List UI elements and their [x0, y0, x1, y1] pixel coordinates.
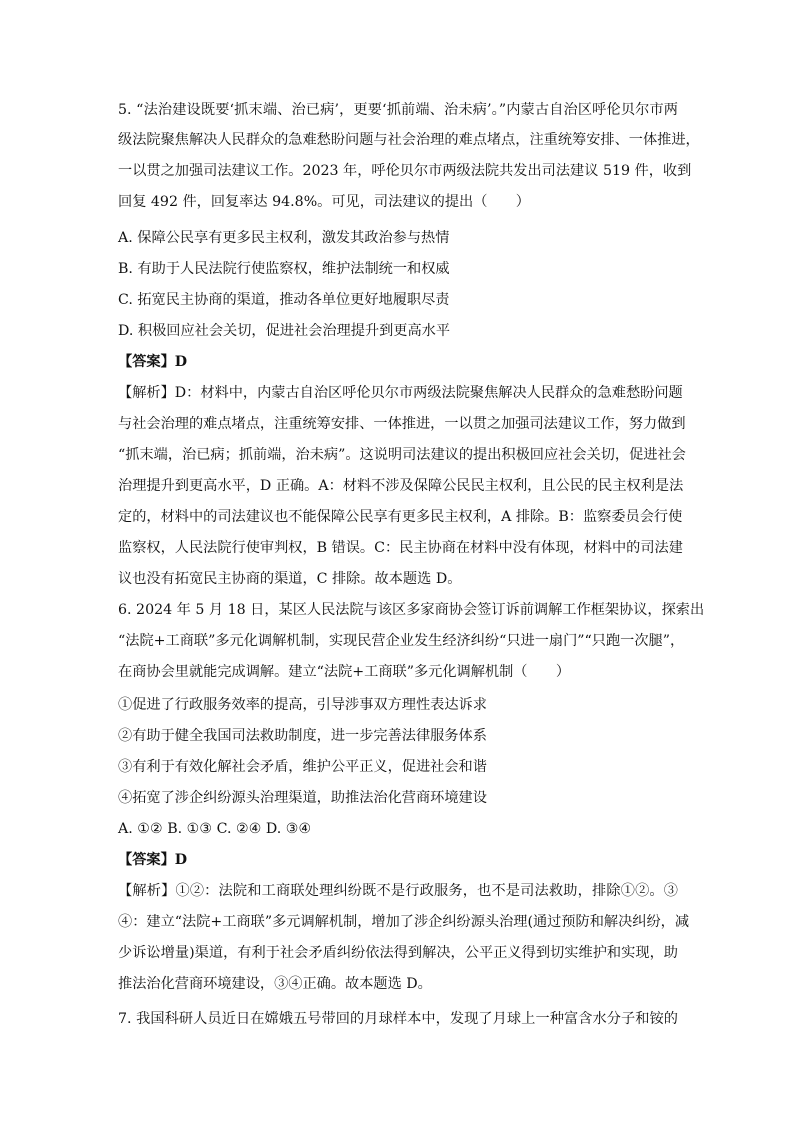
- q6-answer: 【答案】D: [118, 852, 188, 868]
- q5-option-d: D. 积极回应社会关切，促进社会治理提升到更高水平: [118, 323, 451, 339]
- q6-analysis-line: 少诉讼增量)渠道，有利于社会矛盾纠纷依法得到解决，公平正义得到切实维护和实现，助: [118, 945, 678, 961]
- q5-option-a: A. 保障公民享有更多民主权利，激发其政治参与热情: [118, 230, 450, 246]
- q6-stem-line: 在商协会里就能完成调解。建立“法院+工商联”多元化调解机制（ ）: [118, 664, 571, 680]
- q7-stem-line: 7. 我国科研人员近日在嫦娥五号带回的月球样本中，发现了月球上一种富含水分子和铵的: [118, 1011, 678, 1027]
- q6-statement-4: ④拓宽了涉企纠纷源头治理渠道，助推法治化营商环境建设: [118, 790, 487, 806]
- q6-statement-1: ①促进了行政服务效率的提高，引导涉事双方理性表达诉求: [118, 697, 487, 713]
- q5-stem-line: 5. “法治建设既要‘抓末端、治已病’，更要‘抓前端、治未病’。”内蒙古自治区呼伦贝尔市两: [118, 102, 678, 118]
- q6-analysis-line: 推法治化营商环境建设，③④正确。故本题选 D。: [118, 976, 432, 992]
- q5-analysis-line: 监察权，人民法院行使审判权，B 错误。C：民主协商在材料中没有体现，材料中的司法建: [118, 540, 683, 556]
- q5-stem-line: 级法院聚焦解决人民群众的急难愁盼问题与社会治理的难点堵点，注重统筹安排、一体推进，: [118, 132, 700, 148]
- q5-option-b: B. 有助于人民法院行使监察权，维护法制统一和权威: [118, 261, 450, 277]
- q6-statement-2: ②有助于健全我国司法救助制度，进一步完善法律服务体系: [118, 728, 487, 744]
- q6-stem-line: 6. 2024 年 5 月 18 日，某区人民法院与该区多家商协会签订诉前调解工作框架协议，探索出: [118, 602, 705, 618]
- q6-analysis-line: 【解析】①②：法院和工商联处理纠纷既不是行政服务，也不是司法救助，排除①②。③: [118, 883, 678, 899]
- q6-stem-line: “法院+工商联”多元化调解机制，实现民营企业发生经济纠纷“只进一扇门”“只跑一次腿”，: [118, 633, 685, 649]
- q5-analysis-line: 议也没有拓宽民主协商的渠道，C 排除。故本题选 D。: [118, 571, 462, 587]
- q5-option-c: C. 拓宽民主协商的渠道，推动各单位更好地履职尽责: [118, 292, 450, 308]
- q5-stem-line: 回复 492 件，回复率达 94.8%。可见，司法建议的提出（ ）: [118, 194, 530, 210]
- q5-answer: 【答案】D: [118, 354, 188, 370]
- q5-analysis-line: 与社会治理的难点堵点，注重统筹安排、一体推进，一以贯之加强司法建议工作，努力做到: [118, 416, 686, 432]
- q6-statement-3: ③有利于有效化解社会矛盾，维护公平正义，促进社会和谐: [118, 759, 487, 775]
- q6-analysis-line: ④：建立“法院+工商联”多元调解机制，增加了涉企纠纷源头治理(通过预防和解决纠纷，减: [118, 914, 690, 930]
- q5-stem-line: 一以贯之加强司法建议工作。2023 年，呼伦贝尔市两级法院共发出司法建议 519 件，收到: [118, 163, 692, 179]
- q5-analysis-line: 【解析】D：材料中，内蒙古自治区呼伦贝尔市两级法院聚焦解决人民群众的急难愁盼问题: [118, 385, 683, 401]
- q6-options: A. ①② B. ①③ C. ②④ D. ③④: [118, 821, 312, 837]
- q5-analysis-line: “抓末端，治已病；抓前端，治未病”。这说明司法建议的提出积极回应社会关切，促进社会: [118, 447, 686, 463]
- q5-analysis-line: 定的，材料中的司法建议也不能保障公民享有更多民主权利，A 排除。B：监察委员会行使: [118, 509, 683, 525]
- q5-analysis-line: 治理提升到更高水平，D 正确。A：材料不涉及保障公民民主权利，且公民的民主权利是法: [118, 478, 684, 494]
